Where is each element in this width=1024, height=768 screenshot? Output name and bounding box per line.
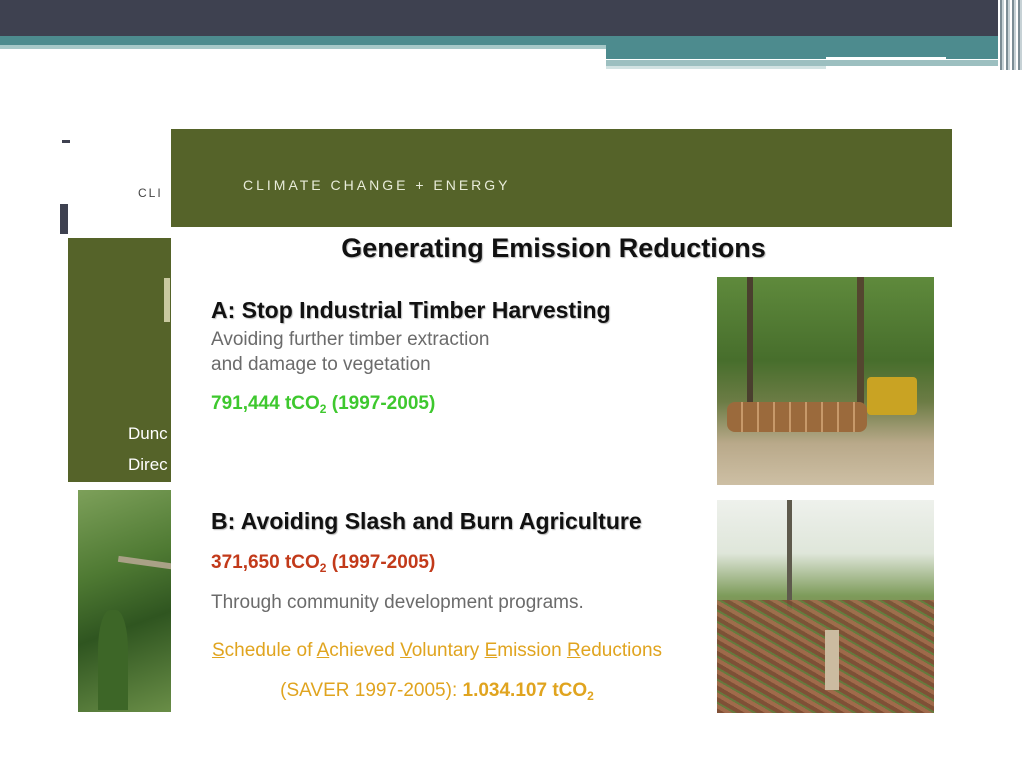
timber-harvesting-photo	[717, 277, 934, 485]
slash-and-burn-photo	[717, 500, 934, 713]
teal-band-light	[0, 45, 606, 49]
saver-definition: Schedule of Achieved Voluntary Emission Reductions	[211, 640, 663, 661]
background-author-line: Dunc	[128, 424, 168, 443]
white-line	[826, 57, 946, 59]
title-dash	[62, 140, 70, 143]
background-role-line: Direc	[128, 455, 168, 474]
background-green-panel	[68, 238, 178, 482]
teal-band-thin	[606, 66, 826, 69]
front-slide	[171, 129, 952, 712]
header-tag: CLIMATE CHANGE + ENERGY	[243, 177, 511, 193]
section-a-value: 791,444 tCO$_2$ (1997-2005)	[211, 393, 436, 416]
slide-title: Generating Emission Reductions	[341, 233, 766, 263]
saver-total: (SAVER 1997-2005): 1.034.107 tCO$_2$	[280, 680, 594, 703]
tree-stump	[825, 630, 839, 690]
section-b-value: 371,650 tCO$_2$ (1997-2005)	[211, 552, 436, 575]
teal-band	[0, 36, 1000, 45]
top-bar	[0, 0, 1024, 36]
section-a-title: A: Stop Industrial Timber Harvesting	[211, 297, 611, 323]
section-a-desc-line2: and damage to vegetation	[211, 354, 431, 375]
section-b-title: B: Avoiding Slash and Burn Agriculture	[211, 508, 642, 534]
background-slide	[68, 130, 178, 712]
section-b-desc: Through community development programs.	[211, 592, 584, 613]
background-forest-photo	[78, 490, 178, 712]
corner-stripes	[998, 0, 1024, 70]
background-header-tag: CLI	[138, 186, 163, 200]
log-loader	[867, 377, 917, 415]
log-pile	[727, 402, 867, 432]
background-title-letter	[164, 278, 170, 322]
section-a-desc-line1: Avoiding further timber extraction	[211, 329, 490, 350]
title-fragment	[60, 204, 68, 234]
slide-header	[171, 129, 952, 227]
